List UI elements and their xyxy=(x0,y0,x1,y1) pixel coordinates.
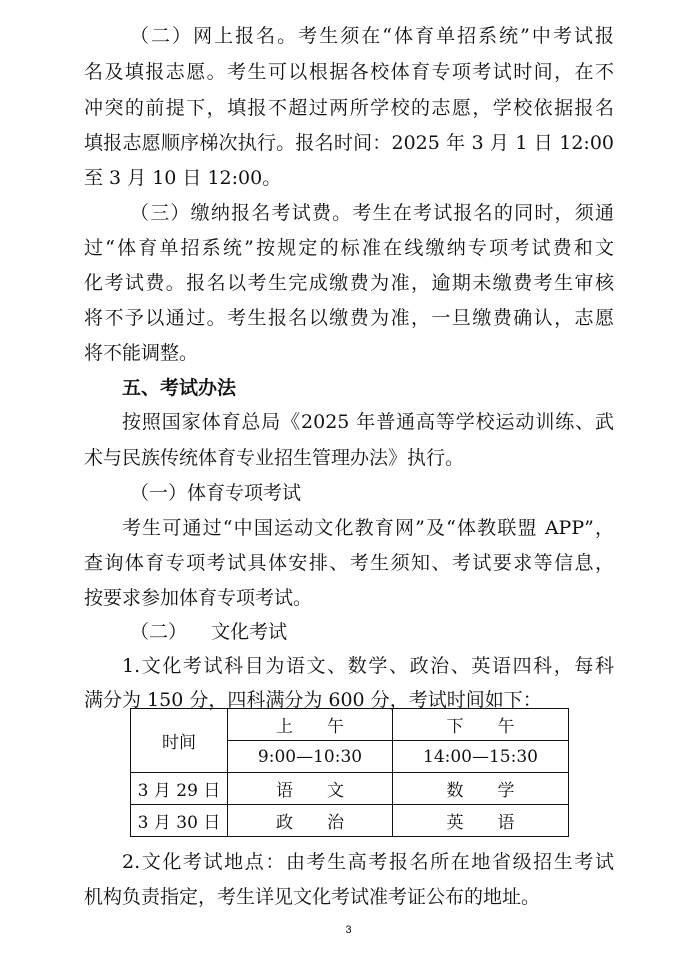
paragraph-line: 过“体育单招系统”按规定的标准在线缴纳专项考试费和文 xyxy=(84,237,614,259)
paragraph-line: 冲突的前提下，填报不超过两所学校的志愿，学校依据报名 xyxy=(84,97,614,119)
morning-header-cell: 上 午 xyxy=(228,709,393,741)
paragraph-line: 机构负责指定，考生详见文化考试准考证公布的地址。 xyxy=(84,886,541,908)
subsection-title: （二） 文化考试 xyxy=(130,621,288,643)
paragraph-line: 考生可通过“中国运动文化教育网”及“体教联盟 APP”， xyxy=(122,517,614,539)
paragraph-line: 2.文化考试地点：由考生高考报名所在地省级招生考试 xyxy=(122,851,614,873)
paragraph-line: 术与民族传统体育专业招生管理办法》执行。 xyxy=(84,447,465,469)
paragraph-line: 至 3 月 10 日 12:00。 xyxy=(84,167,282,189)
morning-time-cell: 9:00—10:30 xyxy=(228,741,393,773)
paragraph-line: （三）缴纳报名考试费。考生在考试报名的同时，须通 xyxy=(130,202,614,224)
paragraph-line: 将不予以通过。考生报名以缴费为准，一旦缴费确认，志愿 xyxy=(84,307,614,329)
paragraph-line: 化考试费。报名以考生完成缴费为准，逾期未缴费考生审核 xyxy=(84,272,614,294)
subsection-title: （一）体育专项考试 xyxy=(130,482,302,504)
paragraph-line: 填报志愿顺序梯次执行。报名时间：2025 年 3 月 1 日 12:00 xyxy=(84,132,614,154)
date-cell: 3 月 29 日 xyxy=(131,773,228,805)
subject-cell: 政 治 xyxy=(228,805,393,837)
date-cell: 3 月 30 日 xyxy=(131,805,228,837)
table-row xyxy=(131,805,569,837)
subject-cell: 语 文 xyxy=(228,773,393,805)
paragraph-line: 将不能调整。 xyxy=(84,342,199,364)
paragraph-line: 按要求参加体育专项考试。 xyxy=(84,587,313,609)
paragraph-line: 查询体育专项考试具体安排、考生须知、考试要求等信息， xyxy=(84,552,614,574)
table-row xyxy=(131,773,569,805)
paragraph-line: 按照国家体育总局《2025 年普通高等学校运动训练、武 xyxy=(122,411,614,433)
time-header-cell: 时间 xyxy=(131,709,228,773)
exam-schedule-table xyxy=(130,708,569,837)
afternoon-header-cell: 下 午 xyxy=(393,709,569,741)
afternoon-time-cell: 14:00—15:30 xyxy=(393,741,569,773)
table-row xyxy=(131,709,569,741)
paragraph-line: （二）网上报名。考生须在“体育单招系统”中考试报 xyxy=(130,25,614,47)
paragraph-line: 1.文化考试科目为语文、数学、政治、英语四科，每科 xyxy=(122,655,614,677)
subject-cell: 数 学 xyxy=(393,773,569,805)
paragraph-line: 满分为 150 分，四科满分为 600 分，考试时间如下： xyxy=(84,689,542,711)
section-heading: 五、考试办法 xyxy=(122,377,237,399)
paragraph-line: 名及填报志愿。考生可以根据各校体育专项考试时间，在不 xyxy=(84,61,614,83)
subject-cell: 英 语 xyxy=(393,805,569,837)
page-number: 3 xyxy=(345,924,352,936)
